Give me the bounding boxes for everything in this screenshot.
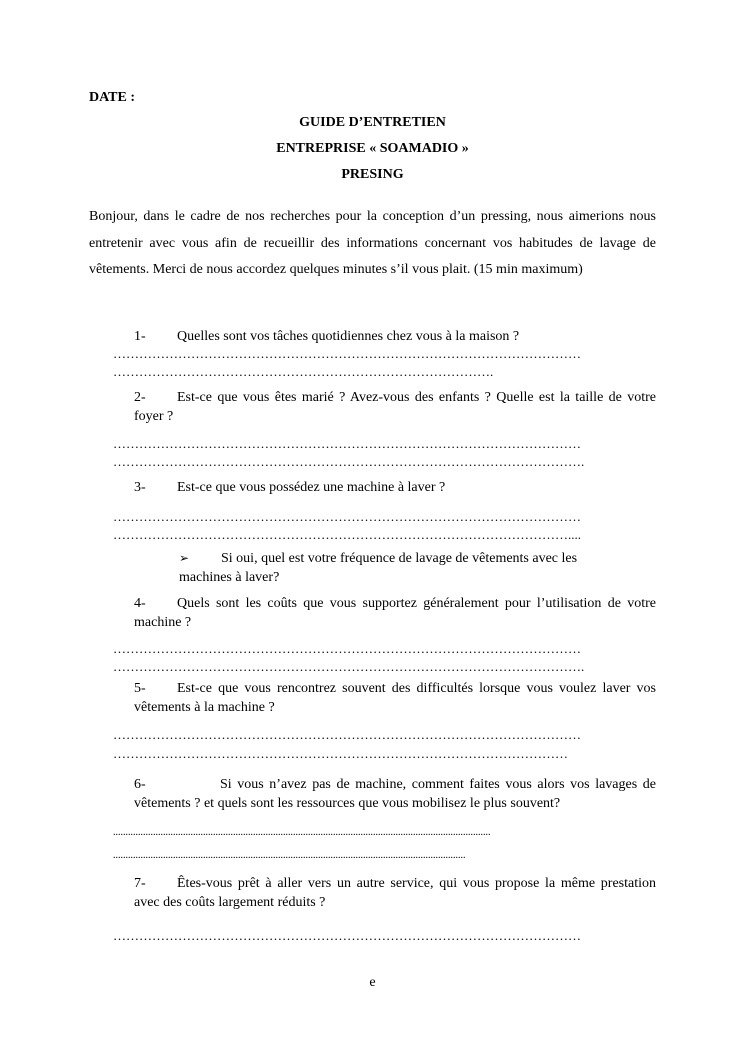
question-number: 4- [134, 596, 146, 611]
question-text: Est-ce que vous possédez une machine à laver ? [177, 480, 446, 495]
question-number: 1- [134, 329, 146, 344]
answer-line[interactable]: ……………………………………………………………………………………………… [113, 346, 581, 361]
arrow-bullet-icon: ➢ [179, 551, 190, 565]
question-number: 6- [134, 777, 146, 792]
answer-line[interactable]: ……………………………………………………………………………………………… [113, 641, 581, 656]
question-4 [134, 594, 656, 632]
question-3 [134, 478, 656, 497]
answer-line[interactable]: ……………………………………………………………………………………………… [113, 436, 581, 451]
question-1 [134, 327, 656, 346]
question-number: 3- [134, 480, 146, 495]
question-7 [134, 874, 656, 912]
question-5 [134, 679, 656, 717]
answer-line[interactable]: ………………………………………………………………………………………………. [113, 659, 585, 674]
sub-question-text: Si oui, quel est votre fréquence de lavage de vêtements avec les machines à laver? [179, 551, 578, 585]
answer-line[interactable]: ………………………………………………………………………………………………. [113, 454, 585, 469]
answer-line[interactable]: …………………………………………………………………………………………… [113, 746, 568, 761]
answer-line[interactable]: ....................................................................................................................................................... [113, 827, 491, 838]
answer-line[interactable]: ............................................................................................................................................. [113, 850, 466, 861]
question-text: Quelles sont vos tâches quotidiennes chez vous à la maison ? [177, 329, 520, 344]
question-text: Quels sont les coûts que vous supportez généralement pour l’utilisation de votre machine ? [134, 596, 656, 630]
question-number: 5- [134, 681, 146, 696]
question-text: Si vous n’avez pas de machine, comment faites vous alors vos lavages de vêtements ? et quels sont les ressources que vous mobilisez le plus souvent? [134, 777, 656, 811]
answer-line[interactable]: ……………………………………………………………………………………………… [113, 928, 581, 943]
date-label: DATE : [89, 90, 136, 105]
answer-line[interactable]: …………………………………………………………………………………………….... [113, 527, 581, 542]
question-number: 7- [134, 876, 146, 891]
answer-line[interactable]: ……………………………………………………………………………. [113, 364, 494, 379]
question-2 [134, 388, 656, 426]
question-text: Est-ce que vous rencontrez souvent des difficultés lorsque vous voulez laver vos vêtements à la machine ? [134, 681, 656, 715]
document-title: GUIDE D’ENTRETIEN [299, 115, 446, 130]
page-footer: e [369, 975, 376, 990]
answer-line[interactable]: ……………………………………………………………………………………………… [113, 509, 581, 524]
question-text: Êtes-vous prêt à aller vers un autre service, qui vous propose la même prestation avec des coûts largement réduits ? [134, 876, 656, 910]
sub-question [179, 549, 619, 587]
subject-title: PRESING [341, 167, 404, 182]
answer-line[interactable]: ……………………………………………………………………………………………… [113, 727, 581, 742]
question-text: Est-ce que vous êtes marié ? Avez-vous des enfants ? Quelle est la taille de votre foyer ? [134, 390, 656, 424]
intro-paragraph: Bonjour, dans le cadre de nos recherches pour la conception d’un pressing, nous aimerions nous entretenir avec vous afin de recueillir des informations concernant vos habitudes de lavage de vêtements. Merci de nous accordez quelques minutes s’il vous plait. (15 min maximum) [89, 209, 656, 277]
question-6 [134, 775, 656, 813]
question-number: 2- [134, 390, 146, 405]
company-title: ENTREPRISE « SOAMADIO » [276, 141, 469, 156]
